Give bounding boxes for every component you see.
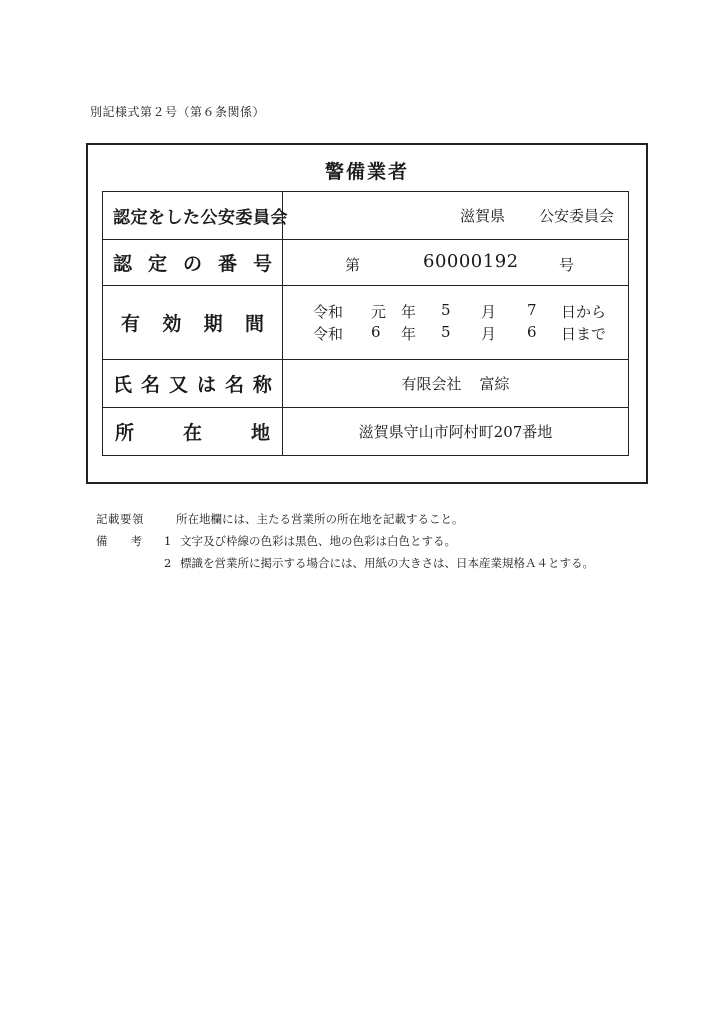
period-label-char: 期 <box>203 313 223 335</box>
number-label <box>103 240 283 286</box>
commission-label: 認定をした公安委員会 <box>103 192 283 240</box>
number-prefix: 第 <box>345 256 361 274</box>
period-label <box>103 286 283 360</box>
sign-frame <box>86 143 648 484</box>
name-row <box>103 360 629 408</box>
to-year: 6 <box>371 322 381 341</box>
sign-title: 警備業者 <box>324 161 409 183</box>
remark-text: 文字及び枠線の色彩は黒色、地の色彩は白色とする。 <box>180 534 456 548</box>
number-label-char: 認 <box>113 253 133 275</box>
from-suffix: 日から <box>561 302 607 321</box>
remark-text: 標識を営業所に掲示する場合には、用紙の大きさは、日本産業規格Ａ４とする。 <box>180 556 594 570</box>
name-label-char: 名 <box>224 374 244 396</box>
from-year: 元 <box>371 302 387 321</box>
address-label <box>103 408 283 456</box>
number-row <box>103 240 629 286</box>
period-row <box>103 286 629 360</box>
name-label <box>103 360 283 408</box>
from-day: 7 <box>527 300 537 319</box>
to-gatsu: 月 <box>481 324 497 343</box>
commission-value <box>283 192 629 240</box>
address-value: 滋賀県守山市阿村町207番地 <box>283 408 629 456</box>
number-label-char: の <box>182 253 202 275</box>
period-to <box>283 323 628 345</box>
from-era: 令和 <box>313 302 344 321</box>
number-label-char: 番 <box>217 253 237 275</box>
from-month: 5 <box>441 300 451 319</box>
period-label-char: 有 <box>121 313 141 335</box>
certification-number: 60000192 <box>423 251 519 272</box>
address-label-char: 地 <box>250 422 270 444</box>
from-gatsu: 月 <box>481 302 497 321</box>
address-label-char: 在 <box>182 422 202 444</box>
address-row <box>103 408 629 456</box>
commission-row <box>103 192 629 240</box>
name-label-char: は <box>196 374 216 396</box>
remarks-heading: 備 考 <box>96 534 142 548</box>
company-name: 富綜 <box>479 375 510 393</box>
to-suffix: 日まで <box>561 324 607 343</box>
commission-prefecture: 滋賀県 <box>459 207 505 225</box>
commission-suffix: 公安委員会 <box>538 207 614 225</box>
number-value <box>283 240 629 286</box>
name-label-char: 名 <box>140 374 160 396</box>
number-label-char: 定 <box>147 253 167 275</box>
from-nen: 年 <box>401 302 417 321</box>
remark-number: 2 <box>164 556 172 570</box>
name-value <box>283 360 629 408</box>
company-type: 有限会社 <box>401 375 462 393</box>
form-label: 別記様式第２号（第６条関係） <box>90 105 266 119</box>
period-value <box>283 286 629 360</box>
name-label-char: 称 <box>252 374 272 396</box>
name-label-char: 又 <box>168 374 188 396</box>
to-nen: 年 <box>401 324 417 343</box>
to-era: 令和 <box>313 324 344 343</box>
instructions-text: 所在地欄には、主たる営業所の所在地を記載すること。 <box>176 512 464 526</box>
name-label-char: 氏 <box>113 374 133 396</box>
to-day: 6 <box>527 322 537 341</box>
address-label-char: 所 <box>115 422 135 444</box>
sign-table <box>102 191 629 456</box>
to-month: 5 <box>441 322 451 341</box>
number-suffix: 号 <box>559 256 575 274</box>
instructions-heading: 記載要領 <box>96 512 144 526</box>
period-label-char: 効 <box>162 313 182 335</box>
period-label-char: 間 <box>244 313 264 335</box>
period-from <box>283 301 628 323</box>
number-label-char: 号 <box>252 253 272 275</box>
remark-number: 1 <box>164 534 172 548</box>
